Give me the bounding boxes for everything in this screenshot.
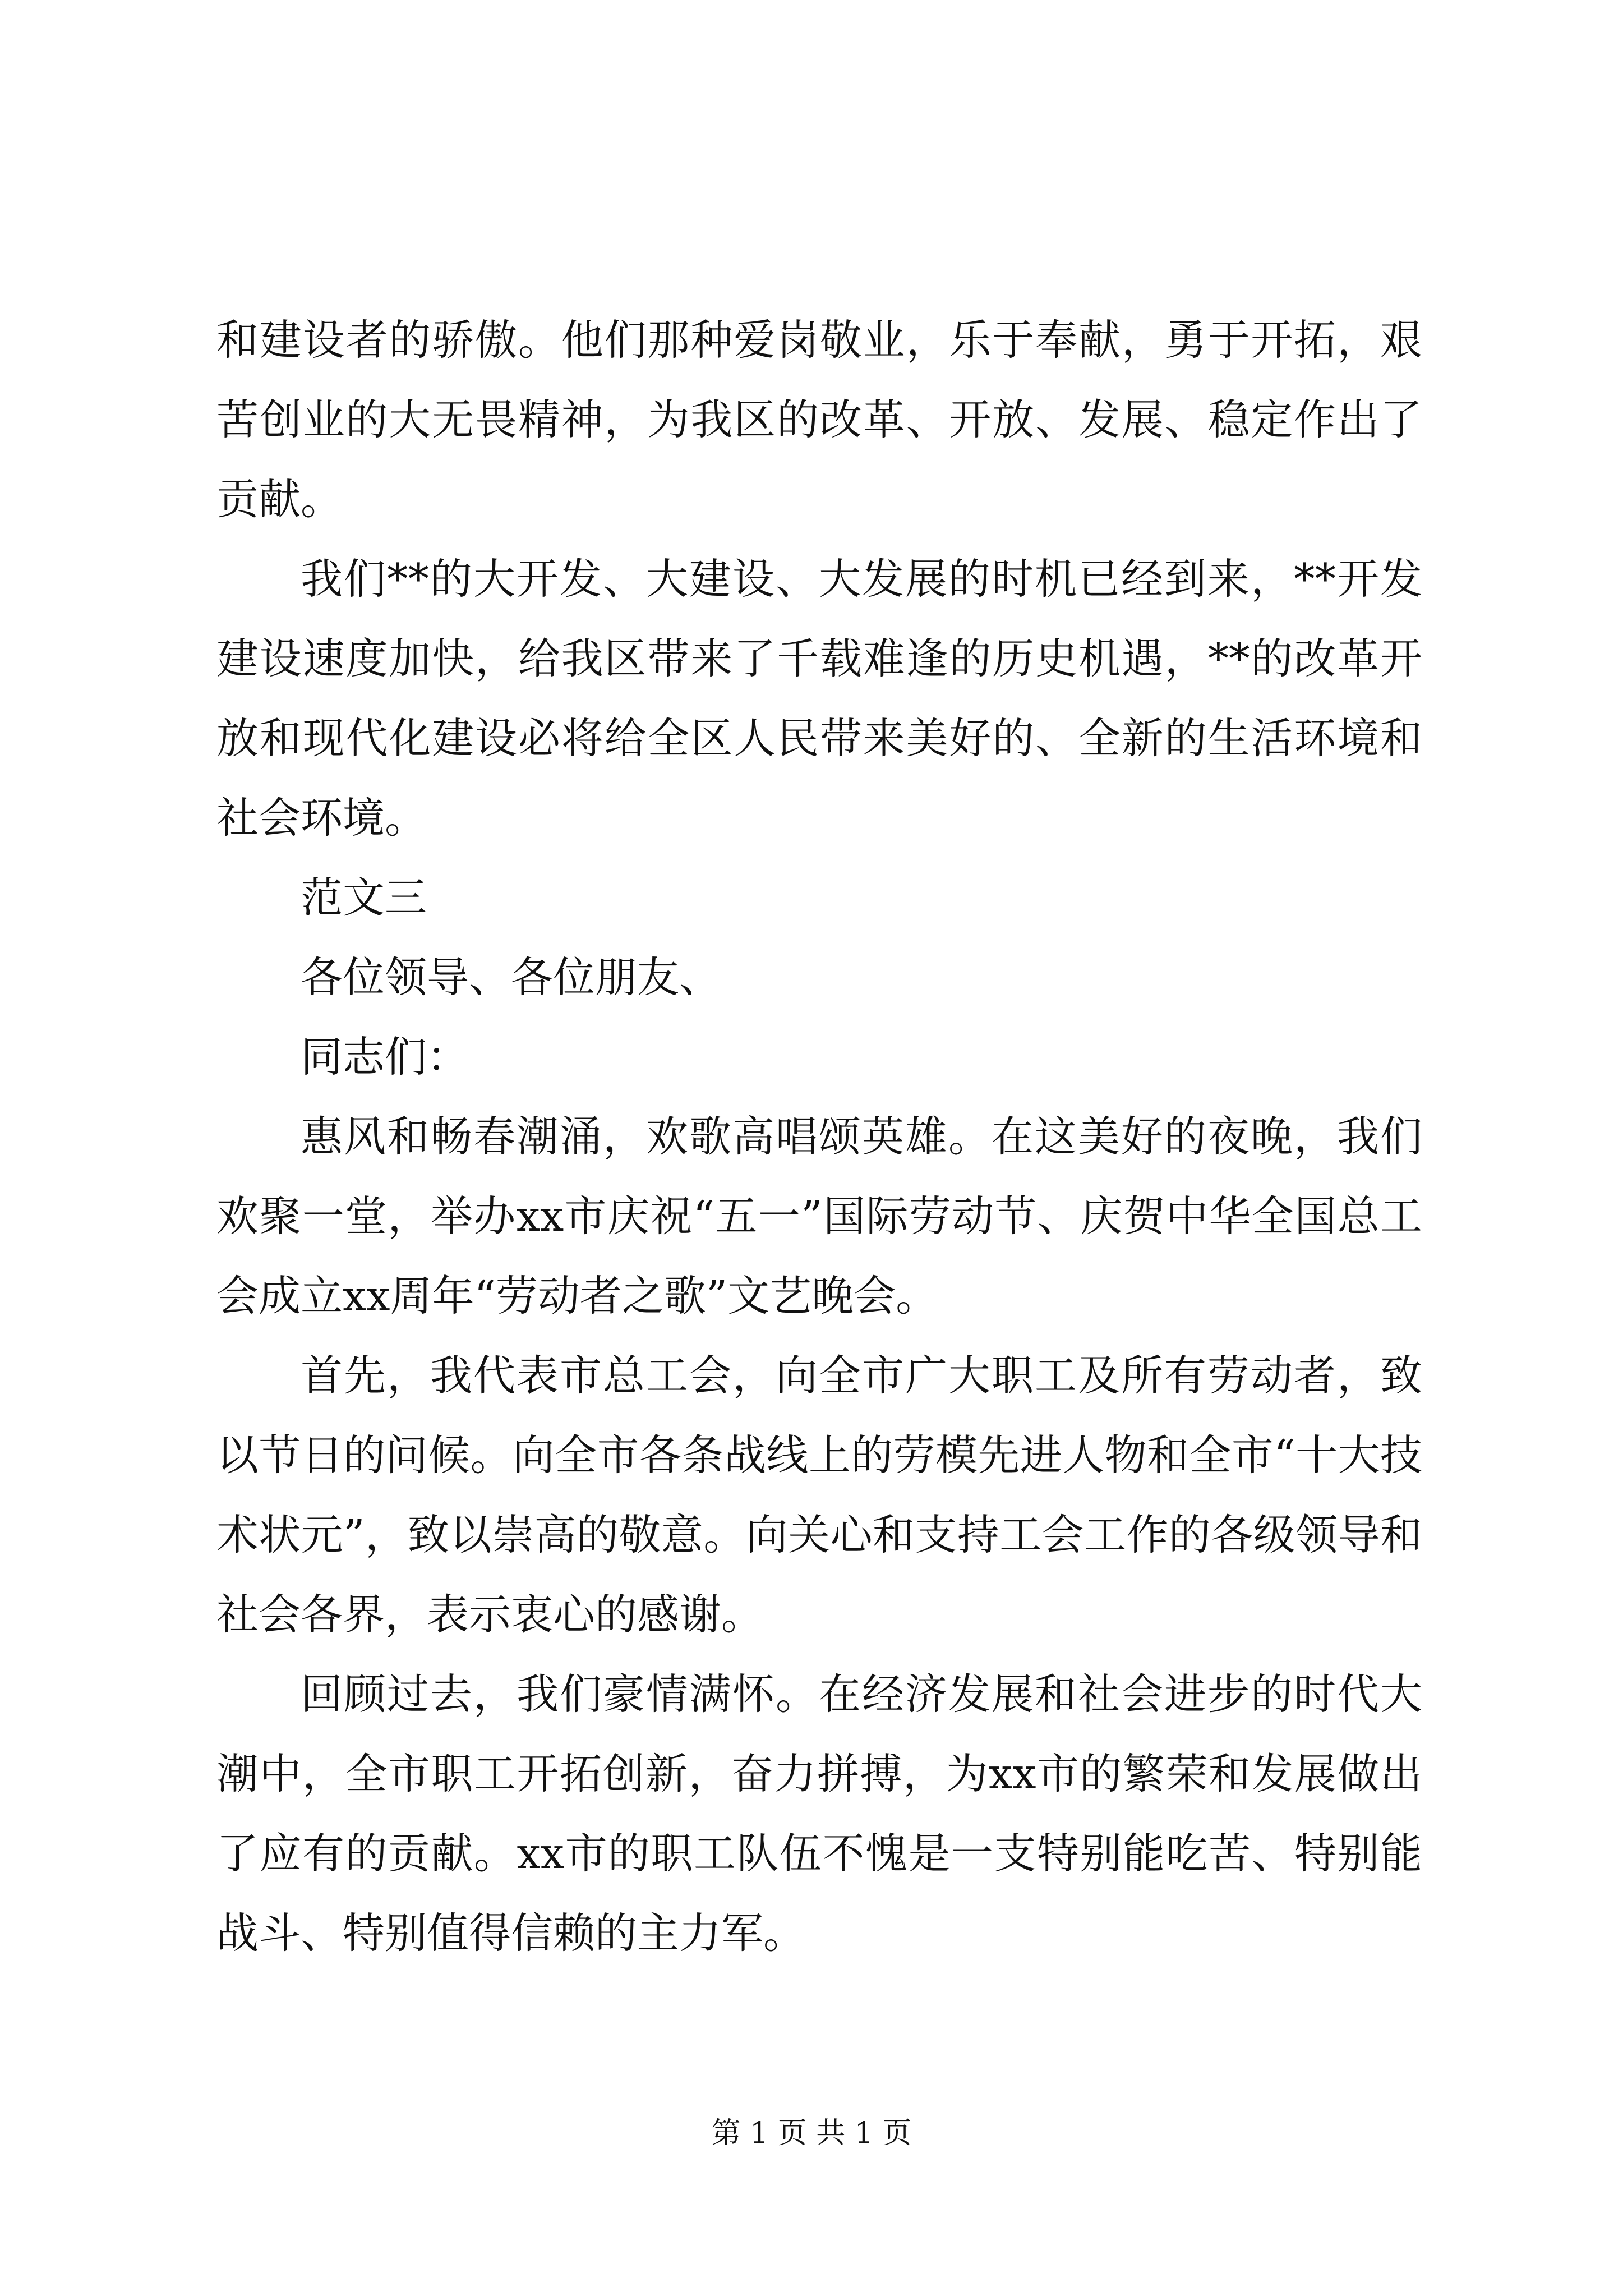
salutation-comrades: 同志们：	[301, 1032, 469, 1082]
document-body	[216, 300, 1422, 1973]
section-heading: 范文三	[301, 873, 427, 922]
paragraph-review: 回顾过去，我们豪情满怀。在经济发展和社会进步的时代大潮中，全市职工开拓创新，奋力拼搏，为xx市的繁荣和发展做出了应有的贡献。xx市的职工队伍不愧是一支特别能吃苦、特别能战斗、特别值得信赖的主力军。	[216, 1669, 1422, 1958]
page-footer: 第 1 页 共 1 页	[711, 2116, 912, 2150]
paragraph-development: 我们**的大开发、大建设、大发展的时机已经到来，**开发建设速度加快，给我区带来了千载难逢的历史机遇，**的改革开放和现代化建设必将给全区人民带来美好的、全新的生活环境和社会环境。	[216, 554, 1422, 843]
paragraph-greetings: 首先，我代表市总工会，向全市广大职工及所有劳动者，致以节日的问候。向全市各条战线上的劳模先进人物和全市“十大技术状元”，致以崇高的敬意。向关心和支持工会工作的各级领导和社会各界，表示衷心的感谢。	[216, 1351, 1422, 1639]
paragraph-continuation: 和建设者的骄傲。他们那种爱岗敬业，乐于奉献，勇于开拓，艰苦创业的大无畏精神，为我区的改革、开放、发展、稳定作出了贡献。	[216, 315, 1422, 524]
paragraph-opening: 惠风和畅春潮涌，欢歌高唱颂英雄。在这美好的夜晚，我们欢聚一堂，举办xx市庆祝“五一”国际劳动节、庆贺中华全国总工会成立xx周年“劳动者之歌”文艺晚会。	[216, 1112, 1422, 1320]
salutation-line: 各位领导、各位朋友、	[301, 953, 722, 1002]
